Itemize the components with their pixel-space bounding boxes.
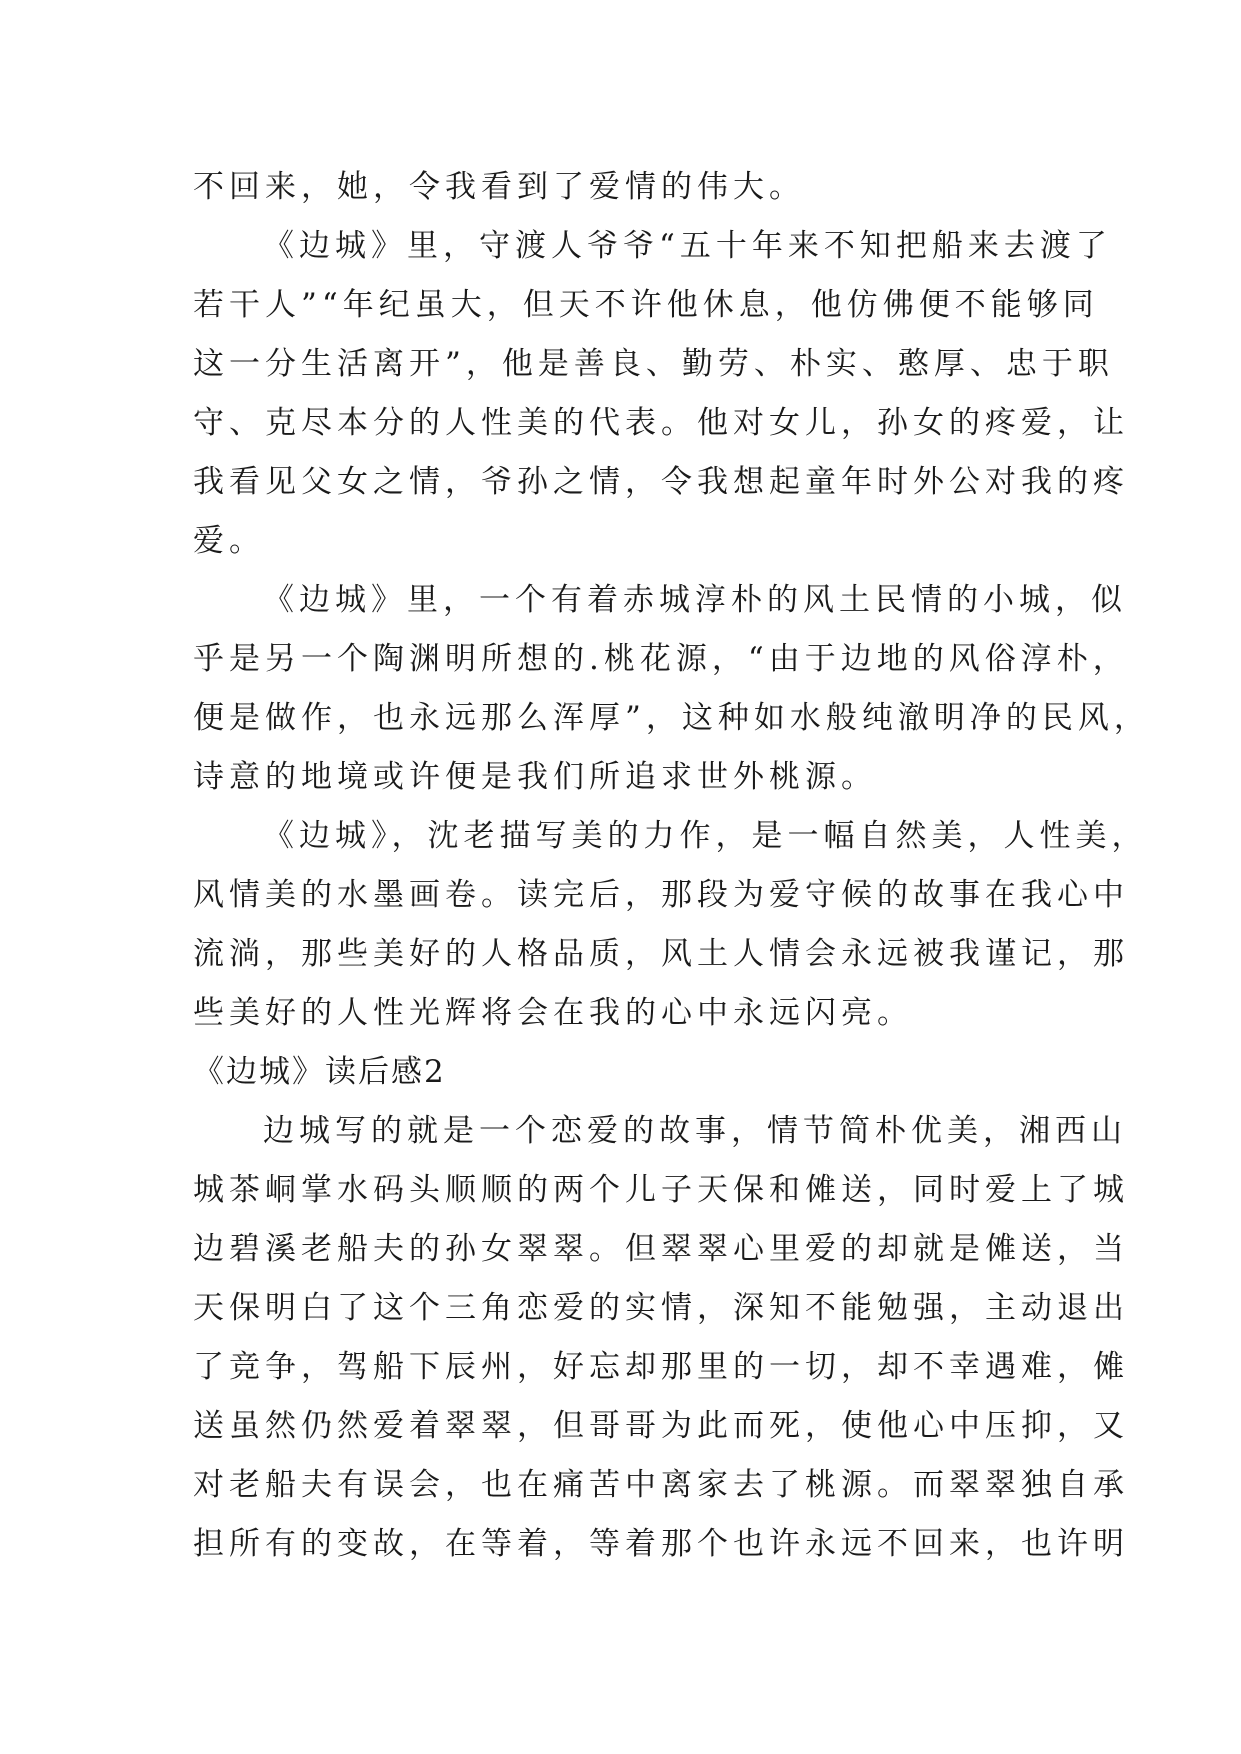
- paragraph-first-line: 《边城》里，守渡人爷爷“五十年来不知把船来去渡了: [263, 228, 1112, 264]
- text-line: 对老船夫有误会，也在痛苦中离家去了桃源。而翠翠独自承: [193, 1467, 1129, 1503]
- paragraph-first-line: 《边城》，沈老描写美的力作，是一幅自然美，人性美，: [263, 818, 1148, 854]
- text-line: 城茶峒掌水码头顺顺的两个儿子天保和傩送，同时爱上了城: [193, 1172, 1129, 1208]
- text-line: 风情美的水墨画卷。读完后，那段为爱守候的故事在我心中: [193, 877, 1129, 913]
- text-line: 不回来，她，令我看到了爱情的伟大。: [193, 169, 805, 205]
- text-line: 送虽然仍然爱着翠翠，但哥哥为此而死，使他心中压抑，又: [193, 1408, 1129, 1444]
- text-line: 天保明白了这个三角恋爱的实情，深知不能勉强，主动退出: [193, 1290, 1129, 1326]
- text-line: 了竞争，驾船下辰州，好忘却那里的一切，却不幸遇难，傩: [193, 1349, 1129, 1385]
- text-line: 流淌，那些美好的人格品质，风土人情会永远被我谨记，那: [193, 936, 1129, 972]
- document-body: [193, 158, 1150, 1574]
- paragraph-first-line: 边城写的就是一个恋爱的故事，情节简朴优美，湘西山: [263, 1113, 1127, 1149]
- paragraph-first-line: 《边城》里，一个有着赤城淳朴的风土民情的小城，似: [263, 582, 1127, 618]
- section-heading: 《边城》读后感2: [193, 1054, 446, 1090]
- text-line: 诗意的地境或许便是我们所追求世外桃源。: [193, 759, 877, 795]
- text-line: 担所有的变故，在等着，等着那个也许永远不回来，也许明: [193, 1526, 1129, 1562]
- text-line: 这一分生活离开”，他是善良、勤劳、朴实、憨厚、忠于职: [193, 346, 1114, 382]
- text-line: 若干人”“年纪虽大，但天不许他休息，他仿佛便不能够同: [193, 287, 1099, 323]
- text-line: 便是做作，也永远那么浑厚”，这种如水般纯澈明净的民风，: [193, 700, 1150, 736]
- text-line: 些美好的人性光辉将会在我的心中永远闪亮。: [193, 995, 913, 1031]
- text-line: 边碧溪老船夫的孙女翠翠。但翠翠心里爱的却就是傩送，当: [193, 1231, 1129, 1267]
- text-line: 乎是另一个陶渊明所想的.桃花源，“由于边地的风俗淳朴，: [193, 641, 1129, 677]
- text-line: 爱。: [193, 523, 265, 559]
- text-line: 守、克尽本分的人性美的代表。他对女儿，孙女的疼爱，让: [193, 405, 1129, 441]
- text-line: 我看见父女之情，爷孙之情，令我想起童年时外公对我的疼: [193, 464, 1129, 500]
